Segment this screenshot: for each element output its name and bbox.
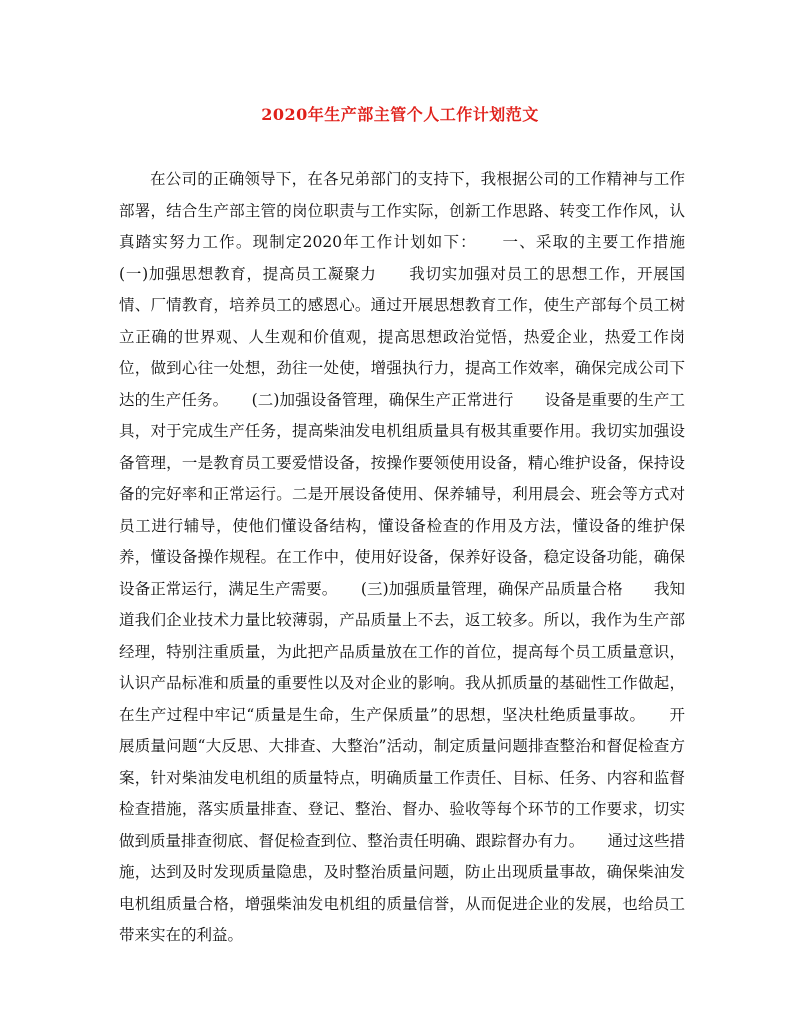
document-title: 2020年生产部主管个人工作计划范文 <box>261 105 539 124</box>
document-body <box>119 164 717 952</box>
body-paragraph: 在公司的正确领导下，在各兄弟部门的支持下，我根据公司的工作精神与工作部署，结合生产部主管的岗位职责与工作实际，创新工作思路、转变工作作风，认真踏实努力工作。现制定2020年工作计划如下： 一、采取的主要工作措施 (一)加强思想教育，提高员工凝聚力 我切实加强对员工的思想工作，开展国情、厂情教育，培养员工的感恩心。通过开展思想教育工作，使生产部每个员工树立正确的世界观、人生观和价值观，提高思想政治觉悟，热爱企业，热爱工作岗位，做到心往一处想，劲往一处使，增强执行力，提高工作效率，确保完成公司下达的生产任务。 (二)加强设备管理，确保生产正常进行 设备是重要的生产工具，对于完成生产任务，提高柴油发电机组质量具有极其重要作用。我切实加强设备管理，一是教育员工要爱惜设备，按操作要领使用设备，精心维护设备，保持设备的完好率和正常运行。二是开展设备使用、保养辅导，利用晨会、班会等方式对员工进行辅导，使他们懂设备结构，懂设备检查的作用及方法，懂设备的维护保养，懂设备操作规程。在工作中，使用好设备，保养好设备，稳定设备功能，确保设备正常运行，满足生产需要。 (三)加强质量管理，确保产品质量合格 我知道我们企业技术力量比较薄弱，产品质量上不去，返工较多。所以，我作为生产部经理，特别注重质量，为此把产品质量放在工作的首位，提高每个员工质量意识，认识产品标准和质量的重要性以及对企业的影响。我从抓质量的基础性工作做起，在生产过程中牢记“质量是生命，生产保质量”的思想，坚决杜绝质量事故。 开展质量问题“大反思、大排查、大整治”活动，制定质量问题排查整治和督促检查方案，针对柴油发电机组的质量特点，明确质量工作责任、目标、任务、内容和监督检查措施，落实质量排查、登记、整治、督办、验收等每个环节的工作要求，切实做到质量排查彻底、督促检查到位、整治责任明确、跟踪督办有力。 通过这些措施，达到及时发现质量隐患，及时整治质量问题，防止出现质量事故，确保柴油发电机组质量合格，增强柴油发电机组的质量信誉，从而促进企业的发展，也给员工带来实在的利益。 <box>119 170 717 944</box>
